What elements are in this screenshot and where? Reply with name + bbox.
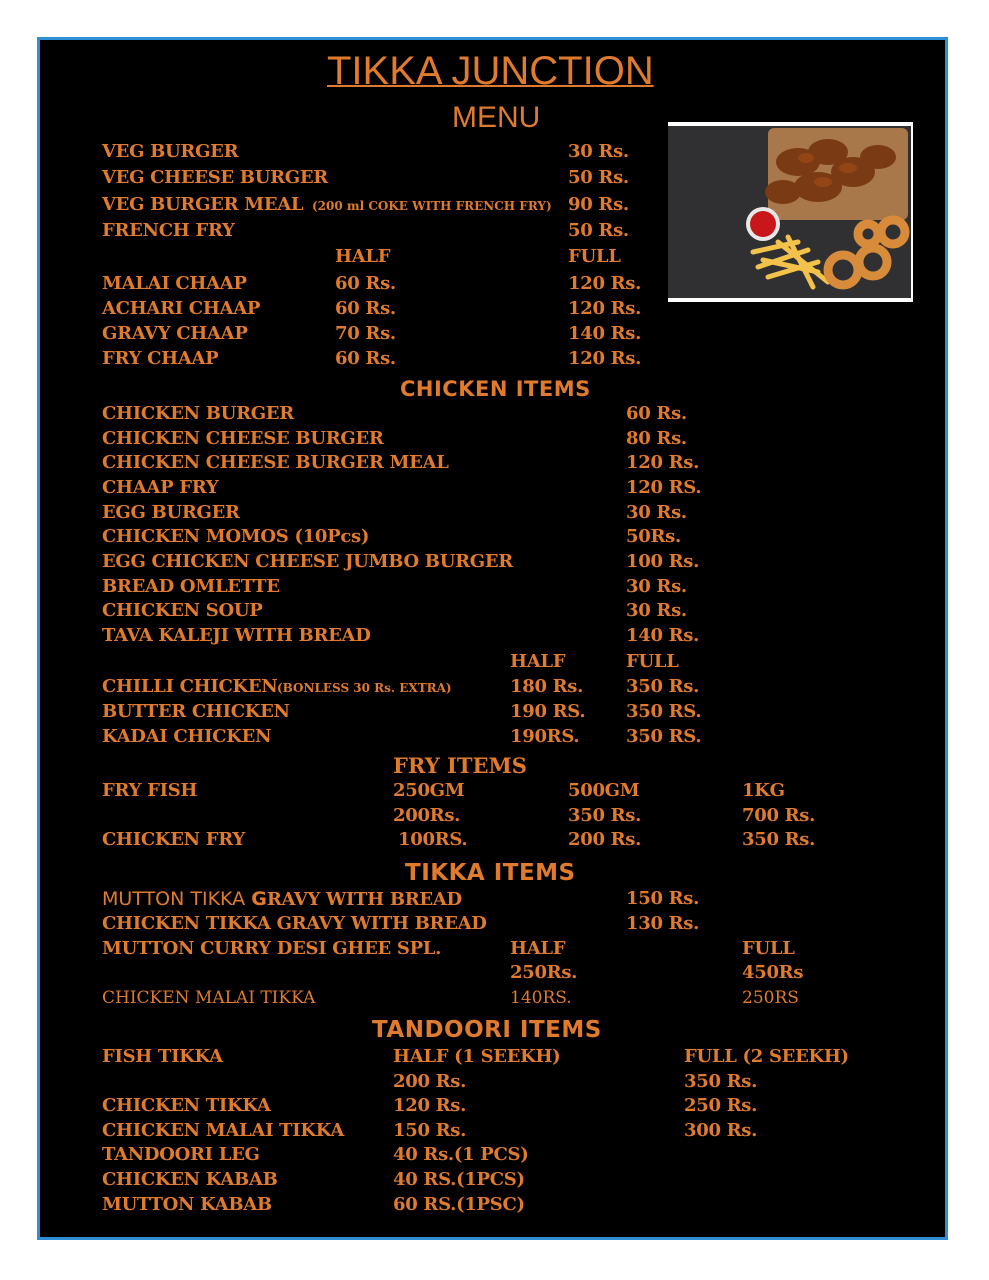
full-header: FULL — [626, 651, 679, 672]
menu-item-price: 140 Rs. — [626, 625, 700, 646]
menu-item-note: (200 ml COKE WITH FRENCH FRY) — [312, 199, 552, 213]
menu-item-name: CHAAP FRY — [102, 477, 219, 498]
menu-item-name: BREAD OMLETTE — [102, 576, 280, 597]
menu-item-name: CHICKEN FRY — [102, 829, 245, 850]
menu-item-name: TANDOORI LEG — [102, 1144, 260, 1165]
menu-item-full-price: 350 Rs. — [626, 676, 700, 697]
menu-item-full-price: 350 Rs. — [684, 1071, 758, 1092]
menu-item-half-price: 250Rs. — [510, 962, 578, 983]
menu-item-name: CHICKEN BURGER — [102, 403, 294, 424]
menu-item-name: EGG CHICKEN CHEESE JUMBO BURGER — [102, 551, 513, 572]
menu-item-name: FRY FISH — [102, 780, 198, 801]
menu-item-price: 30 Rs. — [626, 600, 687, 621]
full-header: FULL (2 SEEKH) — [684, 1046, 849, 1067]
menu-item-name: ACHARI CHAAP — [102, 298, 261, 319]
menu-item-name: MALAI CHAAP — [102, 273, 247, 294]
menu-item-name: CHICKEN MOMOS (10Pcs) — [102, 526, 370, 547]
menu-item-price: 350 Rs. — [568, 805, 642, 826]
menu-item-price: 120 Rs. — [626, 452, 700, 473]
menu-item-half-price: 150 Rs. — [393, 1120, 467, 1141]
full-header: FULL — [742, 938, 795, 959]
menu-item-name: CHICKEN KABAB — [102, 1169, 278, 1190]
menu-item-name: EGG BURGER — [102, 502, 240, 523]
menu-item-name: FRY CHAAP — [102, 348, 219, 369]
menu-item-name: BUTTER CHICKEN — [102, 701, 290, 722]
menu-item-price: 150 Rs. — [626, 888, 700, 909]
menu-item-name: CHICKEN MALAI TIKKA — [102, 988, 316, 1008]
menu-item-price: 100RS. — [398, 829, 468, 850]
menu-item-full-price: 120 Rs. — [568, 348, 642, 369]
menu-item-name: VEG CHEESE BURGER — [102, 167, 328, 188]
menu-item-half-price: 60 Rs. — [335, 298, 396, 319]
menu-item-name: CHICKEN SOUP — [102, 600, 263, 621]
menu-item-name: VEG BURGER — [102, 141, 239, 162]
menu-item-price: 30 Rs. — [626, 502, 687, 523]
half-header: HALF — [335, 246, 391, 267]
menu-item-half-price: 60 Rs. — [335, 273, 396, 294]
menu-item-name: MUTTON KABAB — [102, 1194, 272, 1215]
menu-item-name: MUTTON TIKKA GRAVY WITH BREAD — [102, 888, 462, 910]
menu-item-name: FRENCH FRY — [102, 220, 235, 241]
section-heading-fry: FRY ITEMS — [393, 753, 527, 778]
menu-subtitle: MENU — [452, 101, 541, 134]
menu-item-full-price: 350 RS. — [626, 726, 702, 747]
full-header: FULL — [568, 246, 621, 267]
section-heading-chicken: CHICKEN ITEMS — [400, 377, 591, 401]
menu-item-price: 80 Rs. — [626, 428, 687, 449]
menu-item-name: VEG BURGER MEAL — [102, 194, 304, 215]
restaurant-title: TIKKA JUNCTION — [327, 49, 654, 93]
menu-item-name: FISH TIKKA — [102, 1046, 223, 1067]
menu-item-half-price: 190RS. — [510, 726, 580, 747]
menu-item-name: GRAVY CHAAP — [102, 323, 248, 344]
menu-item-full-price: 120 Rs. — [568, 298, 642, 319]
menu-item-price: 30 Rs. — [568, 141, 629, 162]
menu-item-price: 200 Rs. — [568, 829, 642, 850]
menu-item-price: 60 RS.(1PSC) — [393, 1194, 525, 1215]
menu-item-full-price: 300 Rs. — [684, 1120, 758, 1141]
menu-item-full-price: 120 Rs. — [568, 273, 642, 294]
half-header: HALF — [510, 651, 566, 672]
menu-item-half-price: 180 Rs. — [510, 676, 584, 697]
menu-item-full-price: 250RS — [742, 988, 799, 1008]
menu-item-name: CHICKEN CHEESE BURGER MEAL — [102, 452, 449, 473]
weight-header: 500GM — [568, 780, 640, 801]
menu-item-name: CHICKEN TIKKA GRAVY WITH BREAD — [102, 913, 487, 934]
menu-item-price: 50 Rs. — [568, 167, 629, 188]
menu-item-half-price: 60 Rs. — [335, 348, 396, 369]
half-header: HALF — [510, 938, 566, 959]
menu-item-price: 40 RS.(1PCS) — [393, 1169, 525, 1190]
menu-item-note: (BONLESS 30 Rs. EXTRA) — [277, 681, 452, 695]
menu-item-price: 40 Rs.(1 PCS) — [393, 1144, 529, 1165]
menu-item-price: 200Rs. — [393, 805, 461, 826]
menu-item-half-price: 120 Rs. — [393, 1095, 467, 1116]
menu-item-half-price: 140RS. — [510, 988, 572, 1008]
menu-item-price: 90 Rs. — [568, 194, 629, 215]
food-photo-icon — [668, 122, 913, 302]
menu-item-name: CHILLI CHICKEN — [102, 676, 278, 697]
half-header: HALF (1 SEEKH) — [393, 1046, 561, 1067]
menu-item-full-price: 140 Rs. — [568, 323, 642, 344]
menu-item-price: 120 RS. — [626, 477, 702, 498]
menu-item-name: CHICKEN MALAI TIKKA — [102, 1120, 345, 1141]
menu-item-name: MUTTON CURRY DESI GHEE SPL. — [102, 938, 442, 959]
menu-item-half-price: 200 Rs. — [393, 1071, 467, 1092]
menu-item-price: 350 Rs. — [742, 829, 816, 850]
menu-item-full-price: 350 RS. — [626, 701, 702, 722]
weight-header: 250GM — [393, 780, 465, 801]
menu-item-full-price: 450Rs — [742, 962, 804, 983]
menu-item-price: 700 Rs. — [742, 805, 816, 826]
menu-item-name: TAVA KALEJI WITH BREAD — [102, 625, 371, 646]
menu-item-price: 60 Rs. — [626, 403, 687, 424]
section-heading-tikka: TIKKA ITEMS — [405, 860, 576, 886]
menu-item-price: 30 Rs. — [626, 576, 687, 597]
menu-item-name: KADAI CHICKEN — [102, 726, 272, 747]
weight-header: 1KG — [742, 780, 785, 801]
menu-item-price: 50Rs. — [626, 526, 681, 547]
menu-item-half-price: 190 RS. — [510, 701, 586, 722]
menu-item-full-price: 250 Rs. — [684, 1095, 758, 1116]
section-heading-tandoori: TANDOORI ITEMS — [372, 1017, 602, 1043]
menu-item-price: 50 Rs. — [568, 220, 629, 241]
menu-item-name: CHICKEN CHEESE BURGER — [102, 428, 384, 449]
menu-item-half-price: 70 Rs. — [335, 323, 396, 344]
menu-item-name: CHICKEN TIKKA — [102, 1095, 271, 1116]
menu-item-price: 100 Rs. — [626, 551, 700, 572]
menu-item-price: 130 Rs. — [626, 913, 700, 934]
